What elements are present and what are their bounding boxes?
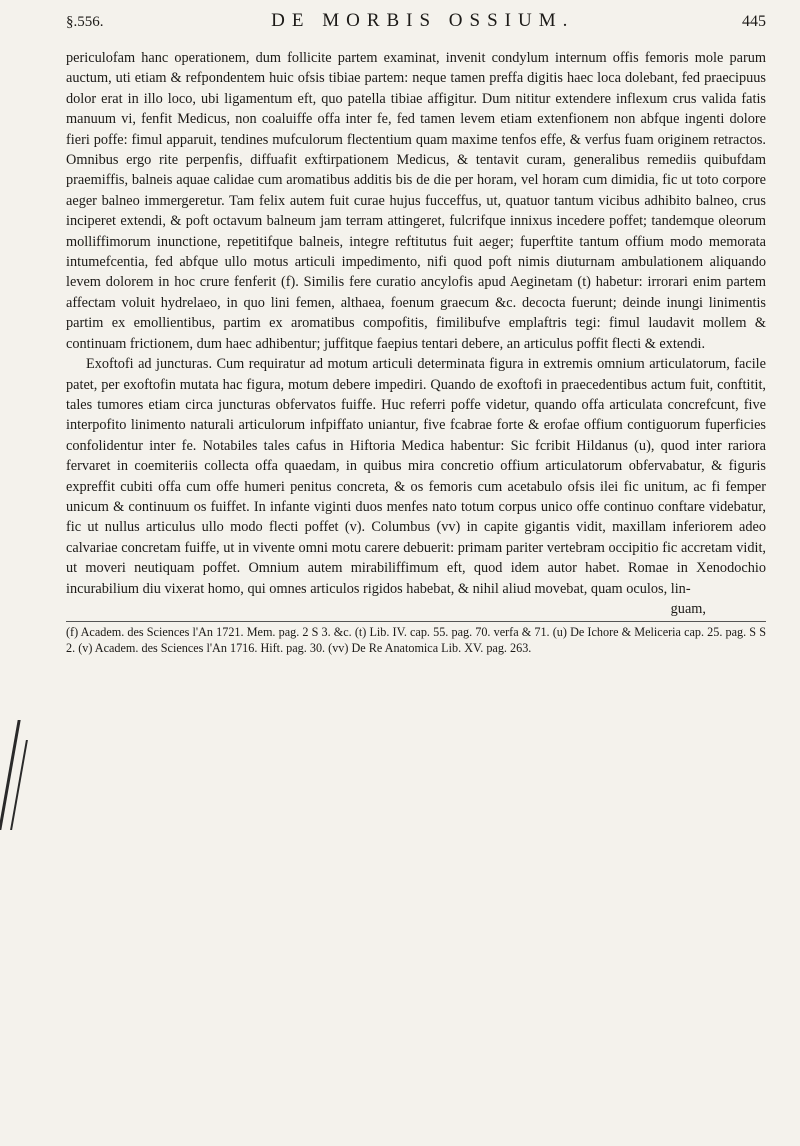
section-number: §.556. [66, 14, 104, 30]
paragraph: periculofam hanc operationem, dum follicite partem examinat, invenit condylum internum offis femoris mole parum auctum, uti etiam & refpondentem huic ofsis tibiae partem: neque tamen preffa digitis haec loca dolebant, fed praecipuus dolor erat in illo loco, ubi ligamentum eft, quo patella tibiae affigitur. Dum nititur extendere inflexum crus valida fatis manuum vi, fenfit Medicus, non coaluiffe offa inter fe, fed tamen levem etiam extenfionem non abfque ingenti dolore fieri poffe: fimul apparuit, tendines mufculorum flectentium quam maxime tenfos effe, & verfus fuam originem retractos. Omnibus ergo rite perpenfis, diffuafit exftirpationem Medicus, & tentavit curam, generalibus remediis quibufdam praemiffis, balneis aquae calidae cum aromatibus additis bis de die per horam, vel horam cum dimidia, fic ut toto corpore aeger balneo immergeretur. Tam felix autem fuit curae hujus fucceffus, ut, quatuor tantum vicibus adhibito balneo, crus inciperet extendi, & poft octavum balneum jam terram attingeret, fulcrifque innixus incedere poffet; tandemque oleorum molliffimorum inunctione, repetitifque balneis, integre reftitutus fuit aeger; fuperftite tantum offium modo memorata intumefcentia, fed abfque ullo motus articuli impedimento, nifi quod poft nimis diuturnam ambulationem aliquando levem dolorem in hoc crure fenferit (f). Similis fere curatio ancylofis apud Aeginetam (t) habetur: irrorari enim partem affectam voluit hydrelaeo, in quo lini femen, althaea, foenum graecum &c. decocta fuerunt; deinde inungi linimentis partim ex emollientibus, partim ex aromatibus compofitis, fimilibufve emplaftris tegi: fimul laudavit mollem & continuam frictionem, dum haec adhibentur; juffitque faepius tentari debere, an articulus poffit flecti & extendi. [66, 50, 766, 352]
footnotes [66, 624, 766, 657]
running-title: DE MORBIS OSSIUM. [271, 10, 575, 31]
page-number: 445 [741, 13, 766, 30]
catchword: guam, [670, 600, 706, 617]
main-text [66, 48, 766, 599]
paragraph: Exoftofi ad juncturas. Cum requiratur ad motum articuli determinata figura in extremis omnium articulatorum, facile patet, per exoftofin mutata hac figura, motum debere impediri. Quando de exoftofi in praecedentibus actum fuit, conftitit, tales tumores etiam circa juncturas obfervatos fuiffe. Huc referri poffe videtur, quando offa articulata concrefcunt, five interpofito linimento naturali articulorum infpiffato uniantur, five fcabrae forte & erofae offium contiguorum fuperficies confolidentur inter fe. Notabiles tales cafus in Hiftoria Medica habentur: Sic fcribit Hildanus (u), quod inter rariora fervaret in coemiteriis collecta offa quaedam, in quibus mira concretio offium articulatorum obfervabatur, & figuris expreffit cubiti offa cum offe humeri penitus concreta, & os femoris cum acetabulo ofsis ilei fic unitum, ac fi femper unicum & continuum os fuiffet. In infante viginti duos menfes nato totum corpus unico offe continuo conftare videbatur, fic ut nullus articulus ullo modo flecti poffet (v). Columbus (vv) in capite gigantis vidit, maxillam inferiorem adeo calvariae concretam fuiffe, ut in vivente omni motu carere debuerit: primam pariter vertebram occipitio fic accretam vidit, ut moveri neutiquam poffet. Omnium autem mirabiliffimum eft, quod idem autor habet. Romae in Xenodochio incurabilium diu vixerat homo, qui omnes articulos rigidos habebat, & nihil aliud movebat, quam oculos, lin- [66, 356, 766, 597]
running-header [66, 10, 766, 44]
footnote-rule [66, 621, 766, 622]
footnote-text: (f) Academ. des Sciences l'An 1721. Mem. pag. 2 S 3. &c. (t) Lib. IV. cap. 55. pag. 70. verfa & 71. (u) De Ichore & Meliceria cap. 25. pag. S S 2. (v) Academ. des Sciences l'An 1716. Hift. pag. 30. (vv) De Re Anatomica Lib. XV. pag. 263. [66, 624, 766, 656]
